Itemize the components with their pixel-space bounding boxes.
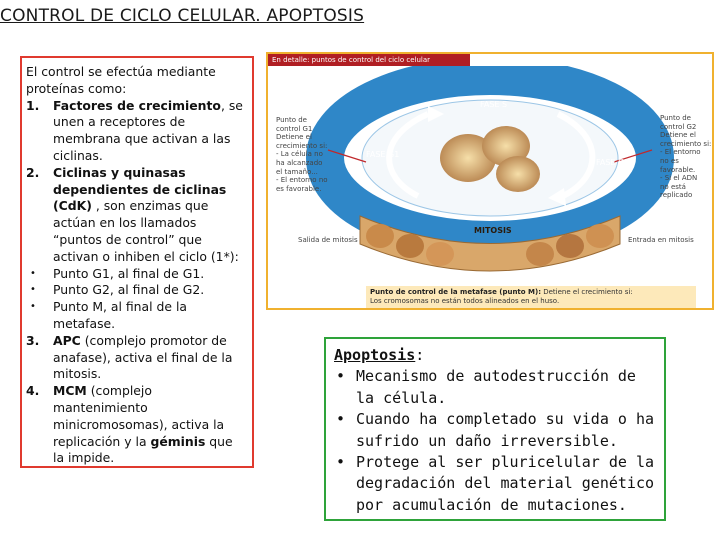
- list-item: • Cuando ha completado su vida o ha sufrido un daño irreversible.: [336, 410, 655, 450]
- item-text: (complejo promotor de anafase), activa el final de la mitosis.: [53, 332, 233, 382]
- list-number: 1.: [26, 97, 40, 113]
- bullet: •: [30, 284, 36, 296]
- item-text-tail: que la impide.: [53, 433, 233, 466]
- item-term: Ciclinas y quinasas dependientes de ciclinas (CdK): [53, 164, 227, 214]
- list-item: [26, 282, 246, 299]
- checkpoint-m-line2: Los cromosomas no están todos alineados en el huso.: [370, 297, 560, 305]
- bullet: •: [30, 267, 36, 279]
- item-text: Punto M, al final de la metafase.: [53, 299, 187, 331]
- list-number: 3.: [26, 332, 40, 348]
- list-item: [26, 333, 246, 383]
- bullet: •: [30, 301, 36, 313]
- item-text: , se unen a receptores de membrana que activan a las ciclinas.: [53, 97, 243, 163]
- enter-mitosis-label: Entrada en mitosis: [628, 236, 694, 244]
- phase-g1-label: FASE G1: [366, 150, 400, 159]
- checkpoint-m-box: [366, 286, 696, 308]
- list-number: 4.: [26, 383, 40, 399]
- list-item: [26, 98, 246, 165]
- checkpoint-m-text: Detiene el crecimiento si:: [541, 288, 633, 296]
- item-term: Factores de crecimiento: [53, 97, 221, 113]
- checkpoint-g2-text: Punto de control G2 Detiene el crecimiento si: - El entorno no es favorable. - Si el ADN no está replicado: [660, 114, 712, 200]
- checkpoint-m-title: Punto de control de la metafase (punto M):: [370, 288, 541, 296]
- checkpoint-g1-text: Punto de control G1 Detiene el crecimiento si: - La célula no ha alcanzado el tamaño... - El entorno no es favorable.: [276, 116, 328, 193]
- item-text: , son enzimas que actúan en los llamados “puntos de control” que activan o inhiben el ciclo (1*):: [53, 198, 239, 264]
- item-text: Punto G2, al final de G2.: [53, 282, 205, 298]
- phase-g2-label: FASE G2: [596, 158, 630, 167]
- page-title: CONTROL DE CICLO CELULAR. APOPTOSIS: [0, 6, 365, 26]
- item-text: Punto G1, al final de G1.: [53, 265, 205, 281]
- apoptosis-heading: Apoptosis:: [334, 346, 425, 364]
- intro-text: El control se efectúa mediante proteínas como:: [26, 64, 216, 96]
- list-item: • Mecanismo de autodestrucción de la célula.: [336, 367, 636, 407]
- list-item: • Protege al ser pluricelular de la degradación del material genético por acumulación de mutaciones.: [336, 453, 655, 514]
- item-term: APC: [53, 332, 81, 348]
- list-item: [26, 165, 246, 266]
- item-text: (complejo mantenimiento minicromosomas), activa la replicación y la: [53, 383, 225, 449]
- cell-image: [496, 156, 540, 192]
- apoptosis-list: [334, 366, 656, 516]
- cell-cycle-figure: [266, 52, 714, 310]
- exit-mitosis-label: Salida de mitosis: [298, 236, 358, 244]
- list-item: [26, 299, 246, 333]
- phase-s-label: FASE S: [480, 100, 508, 109]
- list-number: 2.: [26, 164, 40, 180]
- control-proteins-box: [20, 56, 254, 468]
- list-item: [26, 266, 246, 283]
- geminis-term: géminis: [150, 433, 206, 449]
- apoptosis-box: [324, 337, 666, 521]
- list-item: [26, 383, 246, 467]
- figure-banner: En detalle: puntos de control del ciclo celular: [268, 54, 470, 66]
- mitosis-label: MITOSIS: [474, 226, 512, 235]
- protein-list: [26, 98, 246, 468]
- item-term: MCM: [53, 383, 87, 399]
